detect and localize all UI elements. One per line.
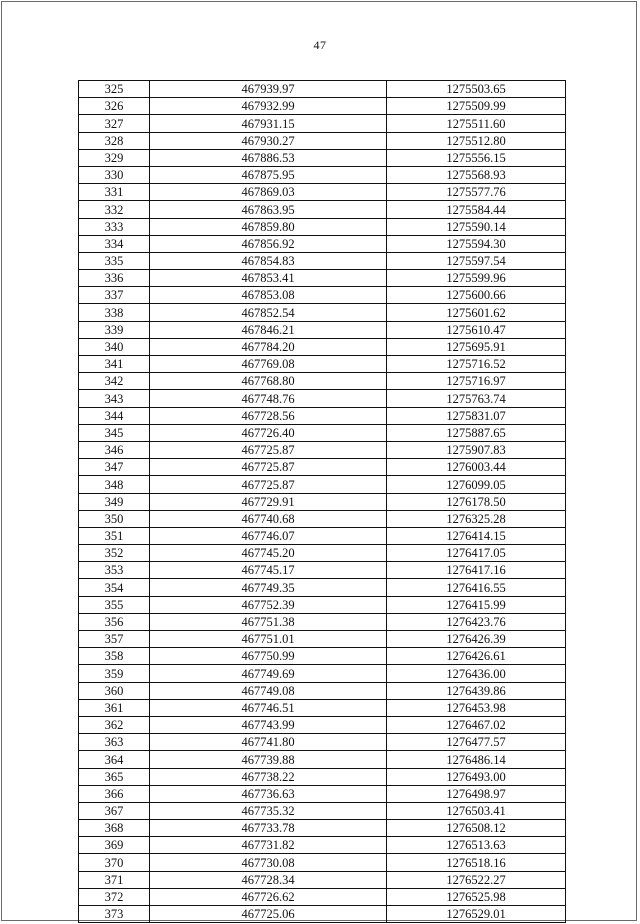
x-coordinate-cell: 467854.83 [150, 252, 387, 269]
table-row [79, 218, 566, 235]
point-number-cell: 343 [79, 390, 150, 407]
x-coordinate-cell: 467932.99 [150, 98, 387, 115]
point-number-cell: 350 [79, 510, 150, 527]
table-row [79, 648, 566, 665]
table-row [79, 785, 566, 802]
table-row [79, 476, 566, 493]
point-number-cell: 359 [79, 665, 150, 682]
table-row [79, 149, 566, 166]
x-coordinate-cell: 467735.32 [150, 802, 387, 819]
point-number-cell: 351 [79, 527, 150, 544]
y-coordinate-cell: 1275716.97 [387, 373, 566, 390]
x-coordinate-cell: 467748.76 [150, 390, 387, 407]
y-coordinate-cell: 1276477.57 [387, 734, 566, 751]
table-row [79, 184, 566, 201]
x-coordinate-cell: 467728.56 [150, 407, 387, 424]
table-row [79, 98, 566, 115]
x-coordinate-cell: 467750.99 [150, 648, 387, 665]
x-coordinate-cell: 467733.78 [150, 820, 387, 837]
point-number-cell: 330 [79, 166, 150, 183]
x-coordinate-cell: 467743.99 [150, 716, 387, 733]
y-coordinate-cell: 1276518.16 [387, 854, 566, 871]
y-coordinate-cell: 1276426.61 [387, 648, 566, 665]
table-row [79, 631, 566, 648]
table-row [79, 356, 566, 373]
y-coordinate-cell: 1276416.55 [387, 579, 566, 596]
point-number-cell: 339 [79, 321, 150, 338]
table-row [79, 321, 566, 338]
point-number-cell: 341 [79, 356, 150, 373]
x-coordinate-cell: 467939.97 [150, 81, 387, 98]
x-coordinate-cell: 467746.51 [150, 699, 387, 716]
x-coordinate-cell: 467739.88 [150, 751, 387, 768]
x-coordinate-cell: 467751.38 [150, 613, 387, 630]
point-number-cell: 357 [79, 631, 150, 648]
y-coordinate-cell: 1276503.41 [387, 802, 566, 819]
y-coordinate-cell: 1275556.15 [387, 149, 566, 166]
x-coordinate-cell: 467725.87 [150, 476, 387, 493]
y-coordinate-cell: 1275887.65 [387, 424, 566, 441]
y-coordinate-cell: 1275594.30 [387, 235, 566, 252]
y-coordinate-cell: 1275577.76 [387, 184, 566, 201]
point-number-cell: 347 [79, 459, 150, 476]
point-number-cell: 363 [79, 734, 150, 751]
x-coordinate-cell: 467736.63 [150, 785, 387, 802]
y-coordinate-cell: 1275511.60 [387, 115, 566, 132]
y-coordinate-cell: 1276178.50 [387, 493, 566, 510]
point-number-cell: 336 [79, 270, 150, 287]
point-number-cell: 338 [79, 304, 150, 321]
y-coordinate-cell: 1275512.80 [387, 132, 566, 149]
table-row [79, 235, 566, 252]
point-number-cell: 340 [79, 338, 150, 355]
x-coordinate-cell: 467853.41 [150, 270, 387, 287]
table-row [79, 304, 566, 321]
table-row [79, 132, 566, 149]
point-number-cell: 329 [79, 149, 150, 166]
table-row [79, 716, 566, 733]
point-number-cell: 337 [79, 287, 150, 304]
x-coordinate-cell: 467930.27 [150, 132, 387, 149]
x-coordinate-cell: 467846.21 [150, 321, 387, 338]
point-number-cell: 364 [79, 751, 150, 768]
y-coordinate-cell: 1276439.86 [387, 682, 566, 699]
x-coordinate-cell: 467728.34 [150, 871, 387, 888]
table-row [79, 665, 566, 682]
y-coordinate-cell: 1276486.14 [387, 751, 566, 768]
table-row [79, 871, 566, 888]
coordinates-table-body [79, 81, 566, 923]
y-coordinate-cell: 1276426.39 [387, 631, 566, 648]
point-number-cell: 332 [79, 201, 150, 218]
x-coordinate-cell: 467741.80 [150, 734, 387, 751]
x-coordinate-cell: 467745.17 [150, 562, 387, 579]
point-number-cell: 360 [79, 682, 150, 699]
y-coordinate-cell: 1276467.02 [387, 716, 566, 733]
x-coordinate-cell: 467768.80 [150, 373, 387, 390]
table-row [79, 751, 566, 768]
point-number-cell: 373 [79, 906, 150, 923]
point-number-cell: 361 [79, 699, 150, 716]
x-coordinate-cell: 467751.01 [150, 631, 387, 648]
table-row [79, 854, 566, 871]
x-coordinate-cell: 467853.08 [150, 287, 387, 304]
y-coordinate-cell: 1276414.15 [387, 527, 566, 544]
point-number-cell: 372 [79, 888, 150, 905]
point-number-cell: 368 [79, 820, 150, 837]
x-coordinate-cell: 467731.82 [150, 837, 387, 854]
y-coordinate-cell: 1275584.44 [387, 201, 566, 218]
table-row [79, 820, 566, 837]
x-coordinate-cell: 467726.40 [150, 424, 387, 441]
x-coordinate-cell: 467863.95 [150, 201, 387, 218]
point-number-cell: 348 [79, 476, 150, 493]
point-number-cell: 335 [79, 252, 150, 269]
y-coordinate-cell: 1276415.99 [387, 596, 566, 613]
table-row [79, 407, 566, 424]
table-row [79, 424, 566, 441]
point-number-cell: 362 [79, 716, 150, 733]
point-number-cell: 352 [79, 545, 150, 562]
y-coordinate-cell: 1276493.00 [387, 768, 566, 785]
point-number-cell: 346 [79, 441, 150, 458]
point-number-cell: 365 [79, 768, 150, 785]
x-coordinate-cell: 467749.69 [150, 665, 387, 682]
table-row [79, 270, 566, 287]
x-coordinate-cell: 467852.54 [150, 304, 387, 321]
point-number-cell: 370 [79, 854, 150, 871]
coordinates-table [78, 80, 566, 923]
y-coordinate-cell: 1276529.01 [387, 906, 566, 923]
page-number: 47 [313, 38, 327, 52]
x-coordinate-cell: 467875.95 [150, 166, 387, 183]
point-number-cell: 345 [79, 424, 150, 441]
x-coordinate-cell: 467869.03 [150, 184, 387, 201]
y-coordinate-cell: 1275601.62 [387, 304, 566, 321]
y-coordinate-cell: 1276003.44 [387, 459, 566, 476]
y-coordinate-cell: 1275590.14 [387, 218, 566, 235]
table-row [79, 287, 566, 304]
point-number-cell: 367 [79, 802, 150, 819]
point-number-cell: 366 [79, 785, 150, 802]
y-coordinate-cell: 1276436.00 [387, 665, 566, 682]
x-coordinate-cell: 467725.87 [150, 441, 387, 458]
y-coordinate-cell: 1275831.07 [387, 407, 566, 424]
y-coordinate-cell: 1275907.83 [387, 441, 566, 458]
x-coordinate-cell: 467856.92 [150, 235, 387, 252]
table-row [79, 768, 566, 785]
y-coordinate-cell: 1275599.96 [387, 270, 566, 287]
table-row [79, 441, 566, 458]
point-number-cell: 344 [79, 407, 150, 424]
point-number-cell: 356 [79, 613, 150, 630]
x-coordinate-cell: 467886.53 [150, 149, 387, 166]
y-coordinate-cell: 1276417.16 [387, 562, 566, 579]
y-coordinate-cell: 1276525.98 [387, 888, 566, 905]
x-coordinate-cell: 467740.68 [150, 510, 387, 527]
x-coordinate-cell: 467769.08 [150, 356, 387, 373]
point-number-cell: 325 [79, 81, 150, 98]
point-number-cell: 327 [79, 115, 150, 132]
y-coordinate-cell: 1276417.05 [387, 545, 566, 562]
table-row [79, 115, 566, 132]
x-coordinate-cell: 467749.35 [150, 579, 387, 596]
y-coordinate-cell: 1275610.47 [387, 321, 566, 338]
table-row [79, 579, 566, 596]
table-row [79, 682, 566, 699]
y-coordinate-cell: 1276522.27 [387, 871, 566, 888]
x-coordinate-cell: 467746.07 [150, 527, 387, 544]
y-coordinate-cell: 1275763.74 [387, 390, 566, 407]
table-row [79, 527, 566, 544]
table-row [79, 201, 566, 218]
x-coordinate-cell: 467859.80 [150, 218, 387, 235]
table-row [79, 390, 566, 407]
table-row [79, 734, 566, 751]
table-row [79, 338, 566, 355]
table-row [79, 837, 566, 854]
y-coordinate-cell: 1275568.93 [387, 166, 566, 183]
x-coordinate-cell: 467745.20 [150, 545, 387, 562]
table-row [79, 166, 566, 183]
y-coordinate-cell: 1276423.76 [387, 613, 566, 630]
y-coordinate-cell: 1276498.97 [387, 785, 566, 802]
table-row [79, 459, 566, 476]
table-row [79, 699, 566, 716]
point-number-cell: 358 [79, 648, 150, 665]
point-number-cell: 334 [79, 235, 150, 252]
point-number-cell: 328 [79, 132, 150, 149]
y-coordinate-cell: 1275597.54 [387, 252, 566, 269]
point-number-cell: 353 [79, 562, 150, 579]
table-row [79, 906, 566, 923]
table-row [79, 596, 566, 613]
point-number-cell: 331 [79, 184, 150, 201]
table-row [79, 373, 566, 390]
table-row [79, 545, 566, 562]
point-number-cell: 355 [79, 596, 150, 613]
y-coordinate-cell: 1276453.98 [387, 699, 566, 716]
point-number-cell: 349 [79, 493, 150, 510]
y-coordinate-cell: 1275695.91 [387, 338, 566, 355]
x-coordinate-cell: 467730.08 [150, 854, 387, 871]
x-coordinate-cell: 467749.08 [150, 682, 387, 699]
table-row [79, 613, 566, 630]
x-coordinate-cell: 467784.20 [150, 338, 387, 355]
point-number-cell: 369 [79, 837, 150, 854]
point-number-cell: 326 [79, 98, 150, 115]
x-coordinate-cell: 467729.91 [150, 493, 387, 510]
y-coordinate-cell: 1276099.05 [387, 476, 566, 493]
x-coordinate-cell: 467725.06 [150, 906, 387, 923]
table-row [79, 510, 566, 527]
x-coordinate-cell: 467725.87 [150, 459, 387, 476]
table-row [79, 252, 566, 269]
table-row [79, 493, 566, 510]
point-number-cell: 342 [79, 373, 150, 390]
table-row [79, 81, 566, 98]
y-coordinate-cell: 1276325.28 [387, 510, 566, 527]
y-coordinate-cell: 1275716.52 [387, 356, 566, 373]
x-coordinate-cell: 467931.15 [150, 115, 387, 132]
point-number-cell: 333 [79, 218, 150, 235]
y-coordinate-cell: 1276508.12 [387, 820, 566, 837]
y-coordinate-cell: 1275509.99 [387, 98, 566, 115]
table-row [79, 888, 566, 905]
x-coordinate-cell: 467726.62 [150, 888, 387, 905]
table-row [79, 562, 566, 579]
y-coordinate-cell: 1275600.66 [387, 287, 566, 304]
point-number-cell: 354 [79, 579, 150, 596]
y-coordinate-cell: 1276513.63 [387, 837, 566, 854]
x-coordinate-cell: 467738.22 [150, 768, 387, 785]
y-coordinate-cell: 1275503.65 [387, 81, 566, 98]
x-coordinate-cell: 467752.39 [150, 596, 387, 613]
point-number-cell: 371 [79, 871, 150, 888]
table-row [79, 802, 566, 819]
